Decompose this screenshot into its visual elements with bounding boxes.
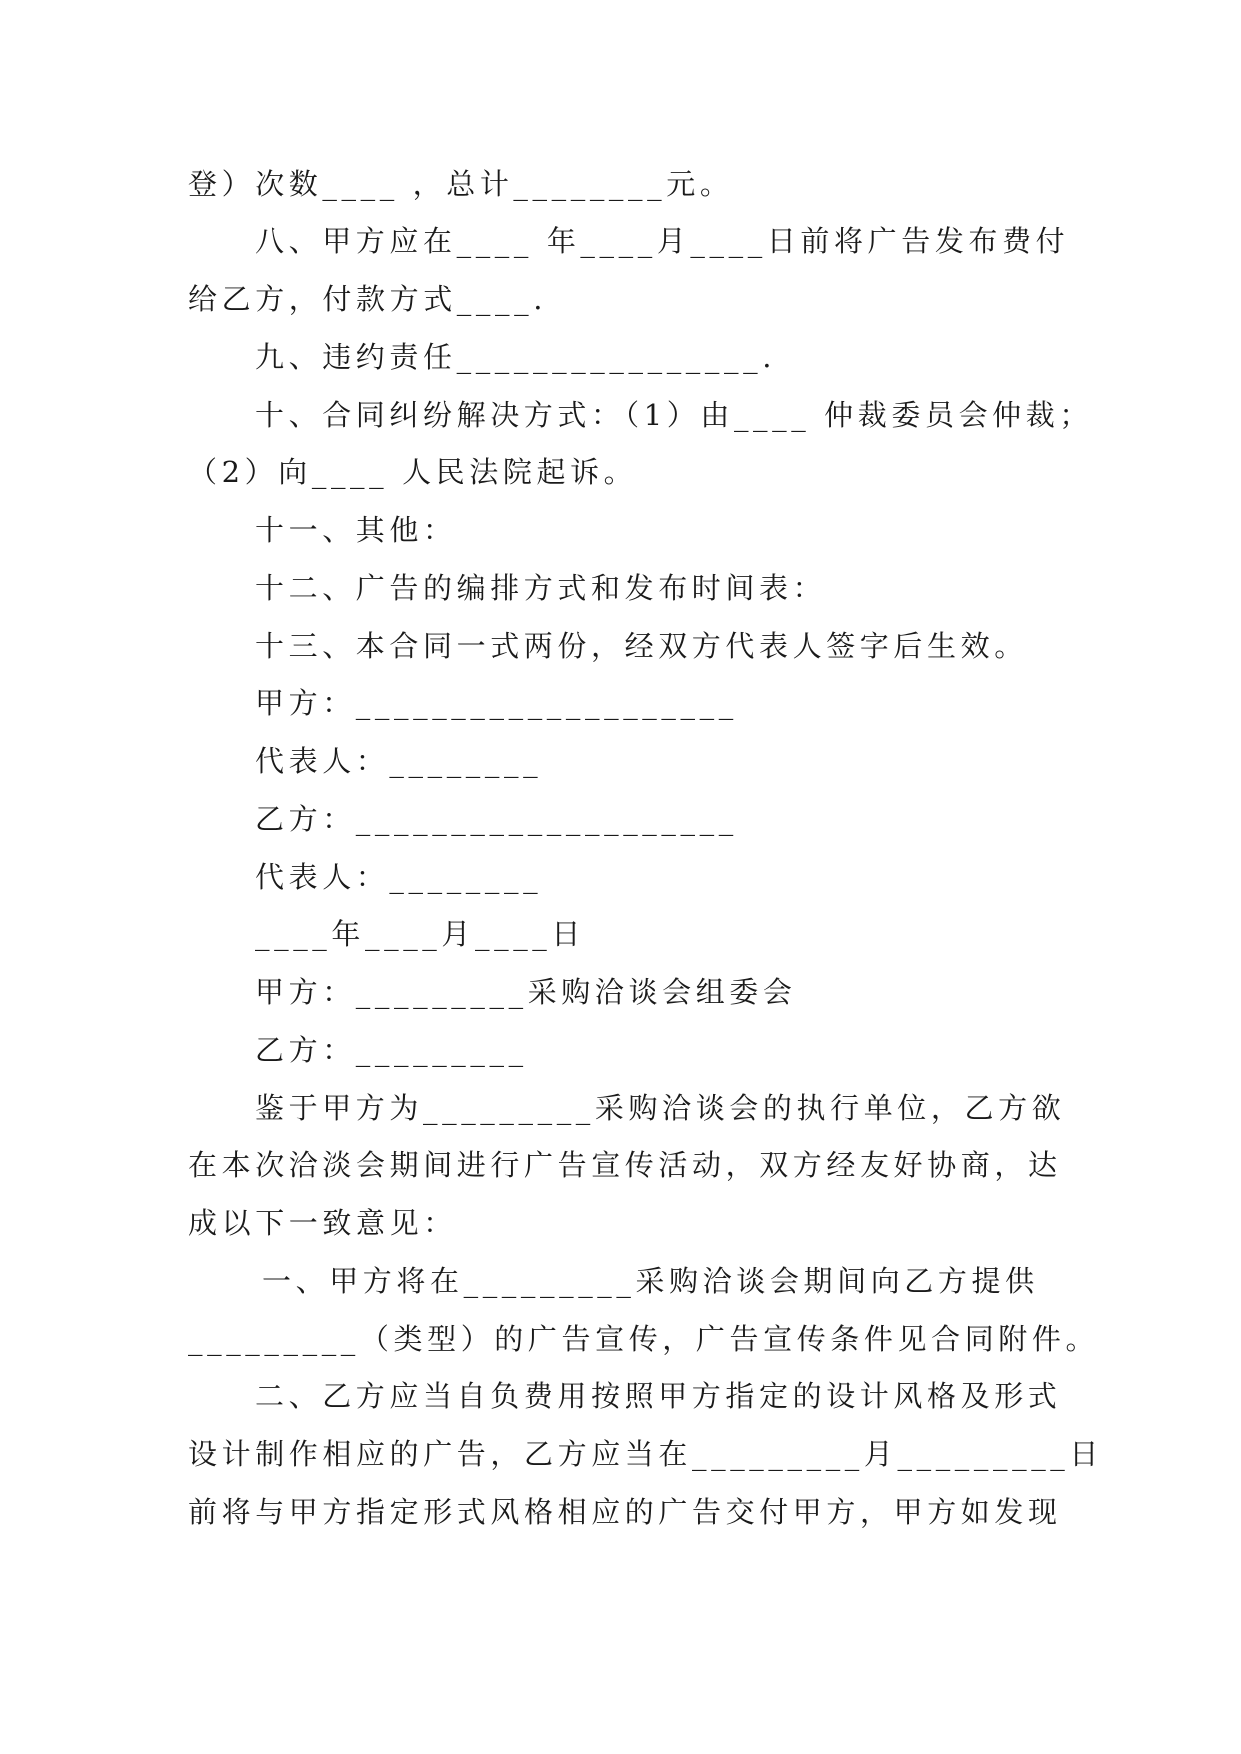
text-line: 十一、其他： — [255, 513, 457, 547]
text-line: 十二、广告的编排方式和发布时间表： — [255, 571, 827, 605]
signature-line: 甲方：____________________ — [255, 686, 738, 720]
text-line: 十、合同纠纷解决方式：（1）由____ 仲裁委员会仲裁； — [255, 398, 1093, 432]
text-line: 设计制作相应的广告，乙方应当在_________月_________日 — [188, 1437, 1104, 1471]
text-line: 二、乙方应当自负费用按照甲方指定的设计风格及形式 — [255, 1379, 1062, 1413]
date-line: ____年____月____日 — [255, 917, 585, 951]
text-line: 给乙方，付款方式____. — [188, 282, 548, 316]
text-line: 前将与甲方指定形式风格相应的广告交付甲方，甲方如发现 — [188, 1495, 1062, 1529]
text-line: 鉴于甲方为_________采购洽谈会的执行单位，乙方欲 — [255, 1091, 1066, 1125]
text-line: （2）向____ 人民法院起诉。 — [188, 455, 638, 489]
text-line: 九、违约责任________________. — [255, 340, 777, 374]
signature-line: 乙方：____________________ — [255, 802, 738, 836]
text-line: 八、甲方应在____ 年____月____日前将广告发布费付 — [255, 224, 1070, 258]
text-line: 一、甲方将在_________采购洽谈会期间向乙方提供 — [262, 1264, 1039, 1298]
text-line: 成以下一致意见： — [188, 1206, 457, 1240]
text-line: 十三、本合同一式两份，经双方代表人签字后生效。 — [255, 629, 1028, 663]
text-line: 登）次数____ ，总计________元。 — [188, 167, 734, 201]
party-line: 甲方：_________采购洽谈会组委会 — [255, 975, 797, 1009]
text-line: 在本次洽淡会期间进行广告宣传活动，双方经友好协商，达 — [188, 1148, 1062, 1182]
signature-line: 代表人：________ — [255, 744, 543, 778]
text-line: _________（类型）的广告宣传，广告宣传条件见合同附件。 — [188, 1322, 1100, 1356]
signature-line: 代表人：________ — [255, 860, 543, 894]
party-line: 乙方：_________ — [255, 1033, 528, 1067]
